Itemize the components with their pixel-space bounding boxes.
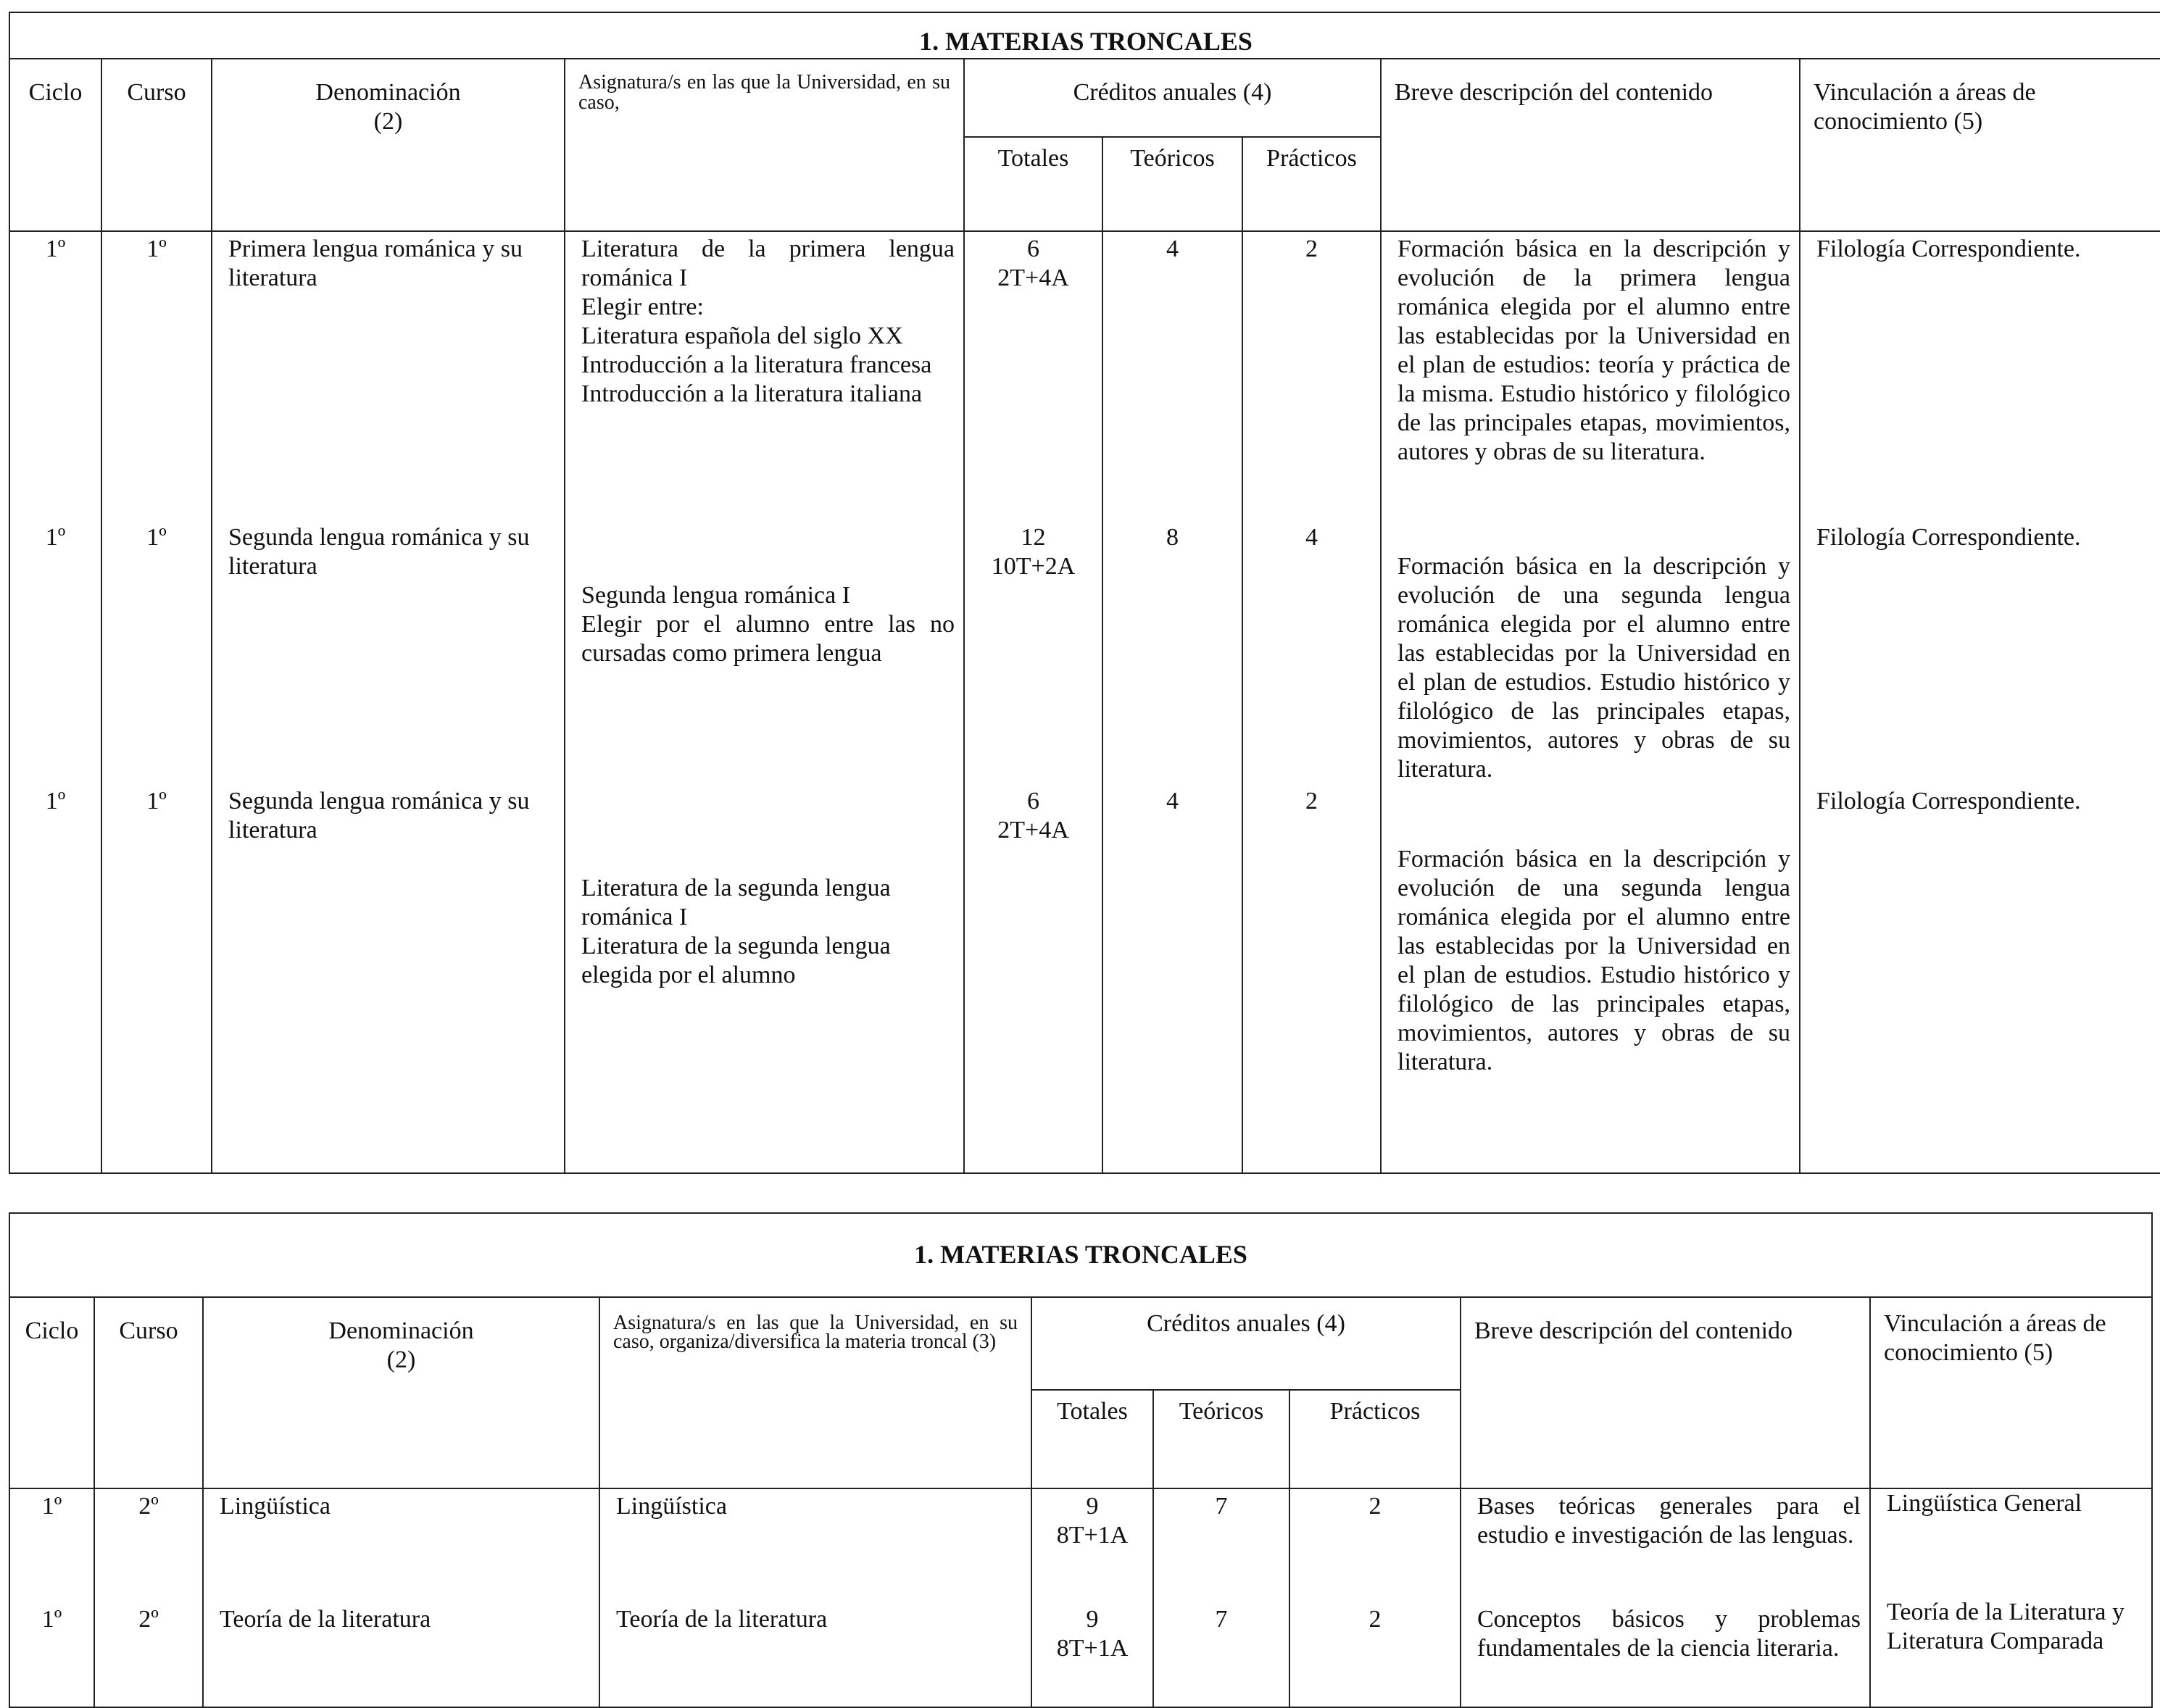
- teoricos-column: [1102, 231, 1242, 1173]
- asignaturas-column: [565, 231, 964, 1173]
- row2-asignaturas: Teoría de la literatura: [616, 1606, 828, 1633]
- curso-column: [101, 231, 212, 1173]
- header-asignaturas: Asignatura/s en las que la Universidad, en su caso,: [565, 59, 964, 231]
- row3-descripcion: Formación básica en la descripción y evolución de una segunda lengua románica elegida por el alumno entre las establecidas por la Universidad en el plan de estudios. Estudio histórico y filológico de las principales etapas, movimientos, autores y obras de su literatura.: [1397, 846, 1790, 1075]
- header-ciclo: Ciclo: [9, 59, 101, 231]
- practicos-column: [1289, 1488, 1461, 1707]
- header-vinculacion: Vinculación a áreas de conocimiento (5): [1800, 59, 2160, 231]
- row2-descripcion: Conceptos básicos y problemas fundamentales de la ciencia literaria.: [1477, 1606, 1861, 1662]
- row2-practicos: 2: [1368, 1606, 1382, 1633]
- row2-asignaturas: [581, 581, 955, 668]
- header-asignaturas: Asignatura/s en las que la Universidad, en su caso, organiza/diversifica la materia troncal (3): [599, 1297, 1031, 1488]
- asignatura-item: Elegir entre:: [581, 293, 704, 320]
- denominacion-column: [212, 231, 565, 1173]
- row2-ciclo: 1º: [41, 1606, 62, 1633]
- row2-vinculacion: Filología Correspondiente.: [1816, 524, 2081, 551]
- asignatura-item: Introducción a la literatura italiana: [581, 380, 923, 407]
- teoricos-column: [1153, 1488, 1289, 1707]
- row2-teoricos: 8: [1166, 524, 1179, 551]
- header-teoricos: Teóricos: [1153, 1390, 1289, 1488]
- header-denominacion-label: Denominación: [328, 1317, 474, 1344]
- header-creditos: Créditos anuales (4): [1031, 1297, 1461, 1390]
- row1-vinculacion: Filología Correspondiente.: [1816, 236, 2081, 262]
- row1-asignaturas: [581, 235, 955, 409]
- header-denominacion: [212, 59, 565, 231]
- totales-detail: 2T+4A: [997, 817, 1069, 843]
- row1-ciclo: 1º: [41, 1493, 62, 1520]
- header-denominacion-label: Denominación: [315, 79, 461, 106]
- vinculacion-column: [1870, 1488, 2152, 1707]
- asignatura-item: Introducción a la literatura francesa: [581, 351, 932, 378]
- table-title: 1. MATERIAS TRONCALES: [9, 1213, 2152, 1297]
- asignatura-item: Elegir por el alumno entre las no cursadas como primera lengua: [581, 611, 955, 667]
- row1-curso: 2º: [138, 1493, 159, 1520]
- row1-descripcion: Bases teóricas generales para el estudio e investigación de las lenguas.: [1477, 1493, 1861, 1549]
- row1-teoricos: 4: [1166, 236, 1179, 262]
- header-practicos: Prácticos: [1242, 137, 1381, 231]
- totales-column: [964, 231, 1102, 1173]
- row1-practicos: 2: [1305, 236, 1318, 262]
- row2-curso: 2º: [138, 1606, 159, 1633]
- totales-value: 9: [1086, 1606, 1099, 1633]
- header-curso: Curso: [94, 1297, 203, 1488]
- header-practicos: Prácticos: [1289, 1390, 1461, 1488]
- materias-troncales-table-2: [9, 1212, 2153, 1708]
- row1-curso: 1º: [146, 236, 167, 262]
- row3-denominacion: Segunda lengua románica y su literatura: [228, 788, 530, 843]
- row2-totales: [965, 523, 1102, 581]
- row1-totales: [965, 235, 1102, 293]
- row3-vinculacion: Filología Correspondiente.: [1816, 788, 2081, 815]
- asignatura-item: Segunda lengua románica I: [581, 582, 851, 609]
- row3-asignaturas: [581, 874, 955, 990]
- row2-vinculacion: Teoría de la Literatura y Literatura Comparada: [1887, 1599, 2124, 1654]
- row1-asignaturas: Lingüística: [616, 1493, 727, 1520]
- ciclo-column: [9, 231, 101, 1173]
- table-title: 1. MATERIAS TRONCALES: [9, 12, 2160, 59]
- asignatura-item: Literatura de la segunda lengua elegida por el alumno: [581, 933, 891, 988]
- row3-curso: 1º: [146, 788, 167, 815]
- row1-vinculacion: Lingüística General: [1887, 1490, 2082, 1517]
- header-creditos: Créditos anuales (4): [964, 59, 1381, 137]
- header-descripcion: Breve descripción del contenido: [1381, 59, 1800, 231]
- vinculacion-column: [1800, 231, 2160, 1173]
- row2-ciclo: 1º: [45, 524, 66, 551]
- row3-practicos: 2: [1305, 788, 1318, 815]
- descripcion-column: [1381, 231, 1800, 1173]
- totales-value: 6: [1027, 788, 1039, 815]
- row1-practicos: 2: [1368, 1493, 1382, 1520]
- row2-practicos: 4: [1305, 524, 1318, 551]
- totales-value: 6: [1027, 236, 1039, 262]
- row1-ciclo: 1º: [45, 236, 66, 262]
- header-denominacion-note: (2): [386, 1346, 416, 1373]
- header-descripcion: Breve descripción del contenido: [1461, 1297, 1870, 1488]
- row1-descripcion: Formación básica en la descripción y evolución de la primera lengua románica elegida por el alumno entre las establecidas por la Universidad en el plan de estudios: teoría y práctica de la misma. Estudio histórico y filológico de las principales etapas, movimientos, autores y obras de su literatura.: [1397, 236, 1790, 465]
- totales-detail: 10T+2A: [991, 553, 1076, 580]
- practicos-column: [1242, 231, 1381, 1173]
- header-ciclo: Ciclo: [9, 1297, 94, 1488]
- totales-detail: 8T+1A: [1056, 1635, 1129, 1662]
- row1-denominacion: Primera lengua románica y su literatura: [228, 236, 523, 291]
- totales-column: [1031, 1488, 1153, 1707]
- row2-totales: [1032, 1605, 1152, 1663]
- row2-denominacion: Teoría de la literatura: [220, 1606, 431, 1633]
- header-vinculacion: Vinculación a áreas de conocimiento (5): [1870, 1297, 2152, 1488]
- materias-troncales-table-1: [9, 12, 2160, 1174]
- row2-denominacion: Segunda lengua románica y su literatura: [228, 524, 530, 580]
- row2-teoricos: 7: [1215, 1606, 1228, 1633]
- row3-ciclo: 1º: [45, 788, 66, 815]
- totales-value: 12: [1021, 524, 1046, 551]
- totales-value: 9: [1086, 1493, 1099, 1520]
- curso-column: [94, 1488, 203, 1707]
- asignaturas-column: [599, 1488, 1031, 1707]
- header-totales: Totales: [1031, 1390, 1153, 1488]
- row1-teoricos: 7: [1215, 1493, 1228, 1520]
- descripcion-column: [1461, 1488, 1870, 1707]
- totales-detail: 2T+4A: [997, 264, 1069, 291]
- row2-descripcion: Formación básica en la descripción y evolución de una segunda lengua románica elegida por el alumno entre las establecidas por la Universidad en el plan de estudios. Estudio histórico y filológico de las principales etapas, movimientos, autores y obras de su literatura.: [1397, 553, 1790, 783]
- row1-totales: [1032, 1492, 1152, 1550]
- row2-curso: 1º: [146, 524, 167, 551]
- row3-teoricos: 4: [1166, 788, 1179, 815]
- asignatura-item: Literatura de la primera lengua románica I: [581, 236, 955, 291]
- row3-totales: [965, 787, 1102, 845]
- ciclo-column: [9, 1488, 94, 1707]
- asignatura-item: Literatura de la segunda lengua románica I: [581, 875, 891, 930]
- header-denominacion: [203, 1297, 599, 1488]
- header-totales: Totales: [964, 137, 1102, 231]
- asignatura-item: Literatura española del siglo XX: [581, 322, 903, 349]
- totales-detail: 8T+1A: [1056, 1522, 1129, 1549]
- denominacion-column: [203, 1488, 599, 1707]
- header-denominacion-note: (2): [373, 108, 403, 135]
- header-curso: Curso: [101, 59, 212, 231]
- header-teoricos: Teóricos: [1102, 137, 1242, 231]
- row1-denominacion: Lingüística: [220, 1493, 331, 1520]
